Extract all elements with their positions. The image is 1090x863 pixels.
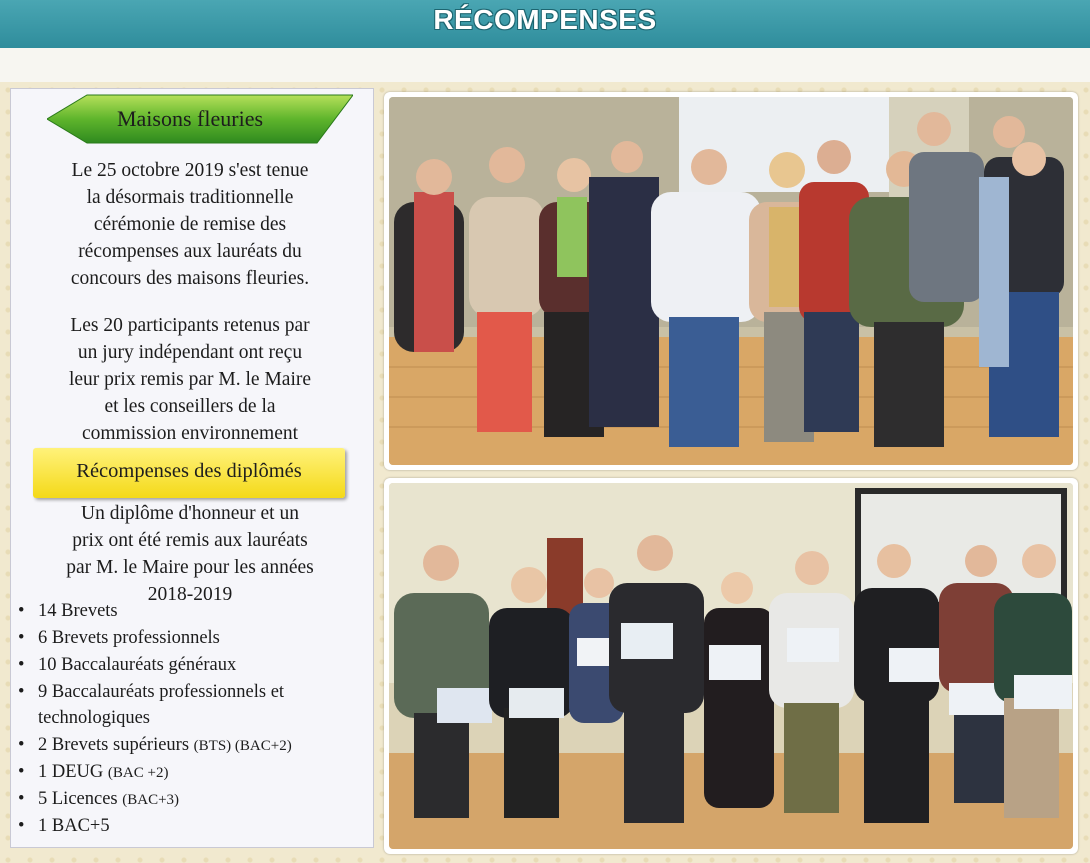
- maisons-paragraph-2: Les 20 participants retenus par un jury indépendant ont reçu leur prix remis par M. le Maire et les conseillers de la commission environnement: [68, 315, 312, 444]
- page-title: RÉCOMPENSES: [433, 4, 657, 35]
- list-item: • 10 Baccalauréats généraux: [18, 655, 237, 675]
- photo-diplomes: [389, 483, 1073, 849]
- list-item: • 5 Licences (BAC+3): [18, 789, 180, 809]
- list-item: • 1 BAC+5: [18, 816, 110, 836]
- list-item: • 9 Baccalauréats professionnels et technologiques: [18, 682, 285, 728]
- list-item: • 1 DEUG (BAC +2): [18, 762, 169, 782]
- photo-maisons-fleuries: [389, 97, 1073, 465]
- list-item: • 14 Brevets: [18, 601, 118, 621]
- diplomes-list: [18, 598, 370, 840]
- list-item: • 2 Brevets supérieurs (BTS) (BAC+2): [18, 735, 292, 755]
- diplomes-heading: Récompenses des diplômés: [76, 460, 302, 482]
- header-spacer: [0, 48, 1090, 82]
- maisons-fleuries-heading: Maisons fleuries: [116, 106, 264, 131]
- diplomes-intro: Un diplôme d'honneur et un prix ont été remis aux lauréats par M. le Maire pour les années 2018-2019: [66, 503, 314, 605]
- maisons-paragraph-1: Le 25 octobre 2019 s'est tenue la désormais traditionnelle cérémonie de remise des récompenses aux lauréats du concours des maisons fleuries.: [70, 160, 310, 289]
- list-item: • 6 Brevets professionnels: [18, 628, 220, 648]
